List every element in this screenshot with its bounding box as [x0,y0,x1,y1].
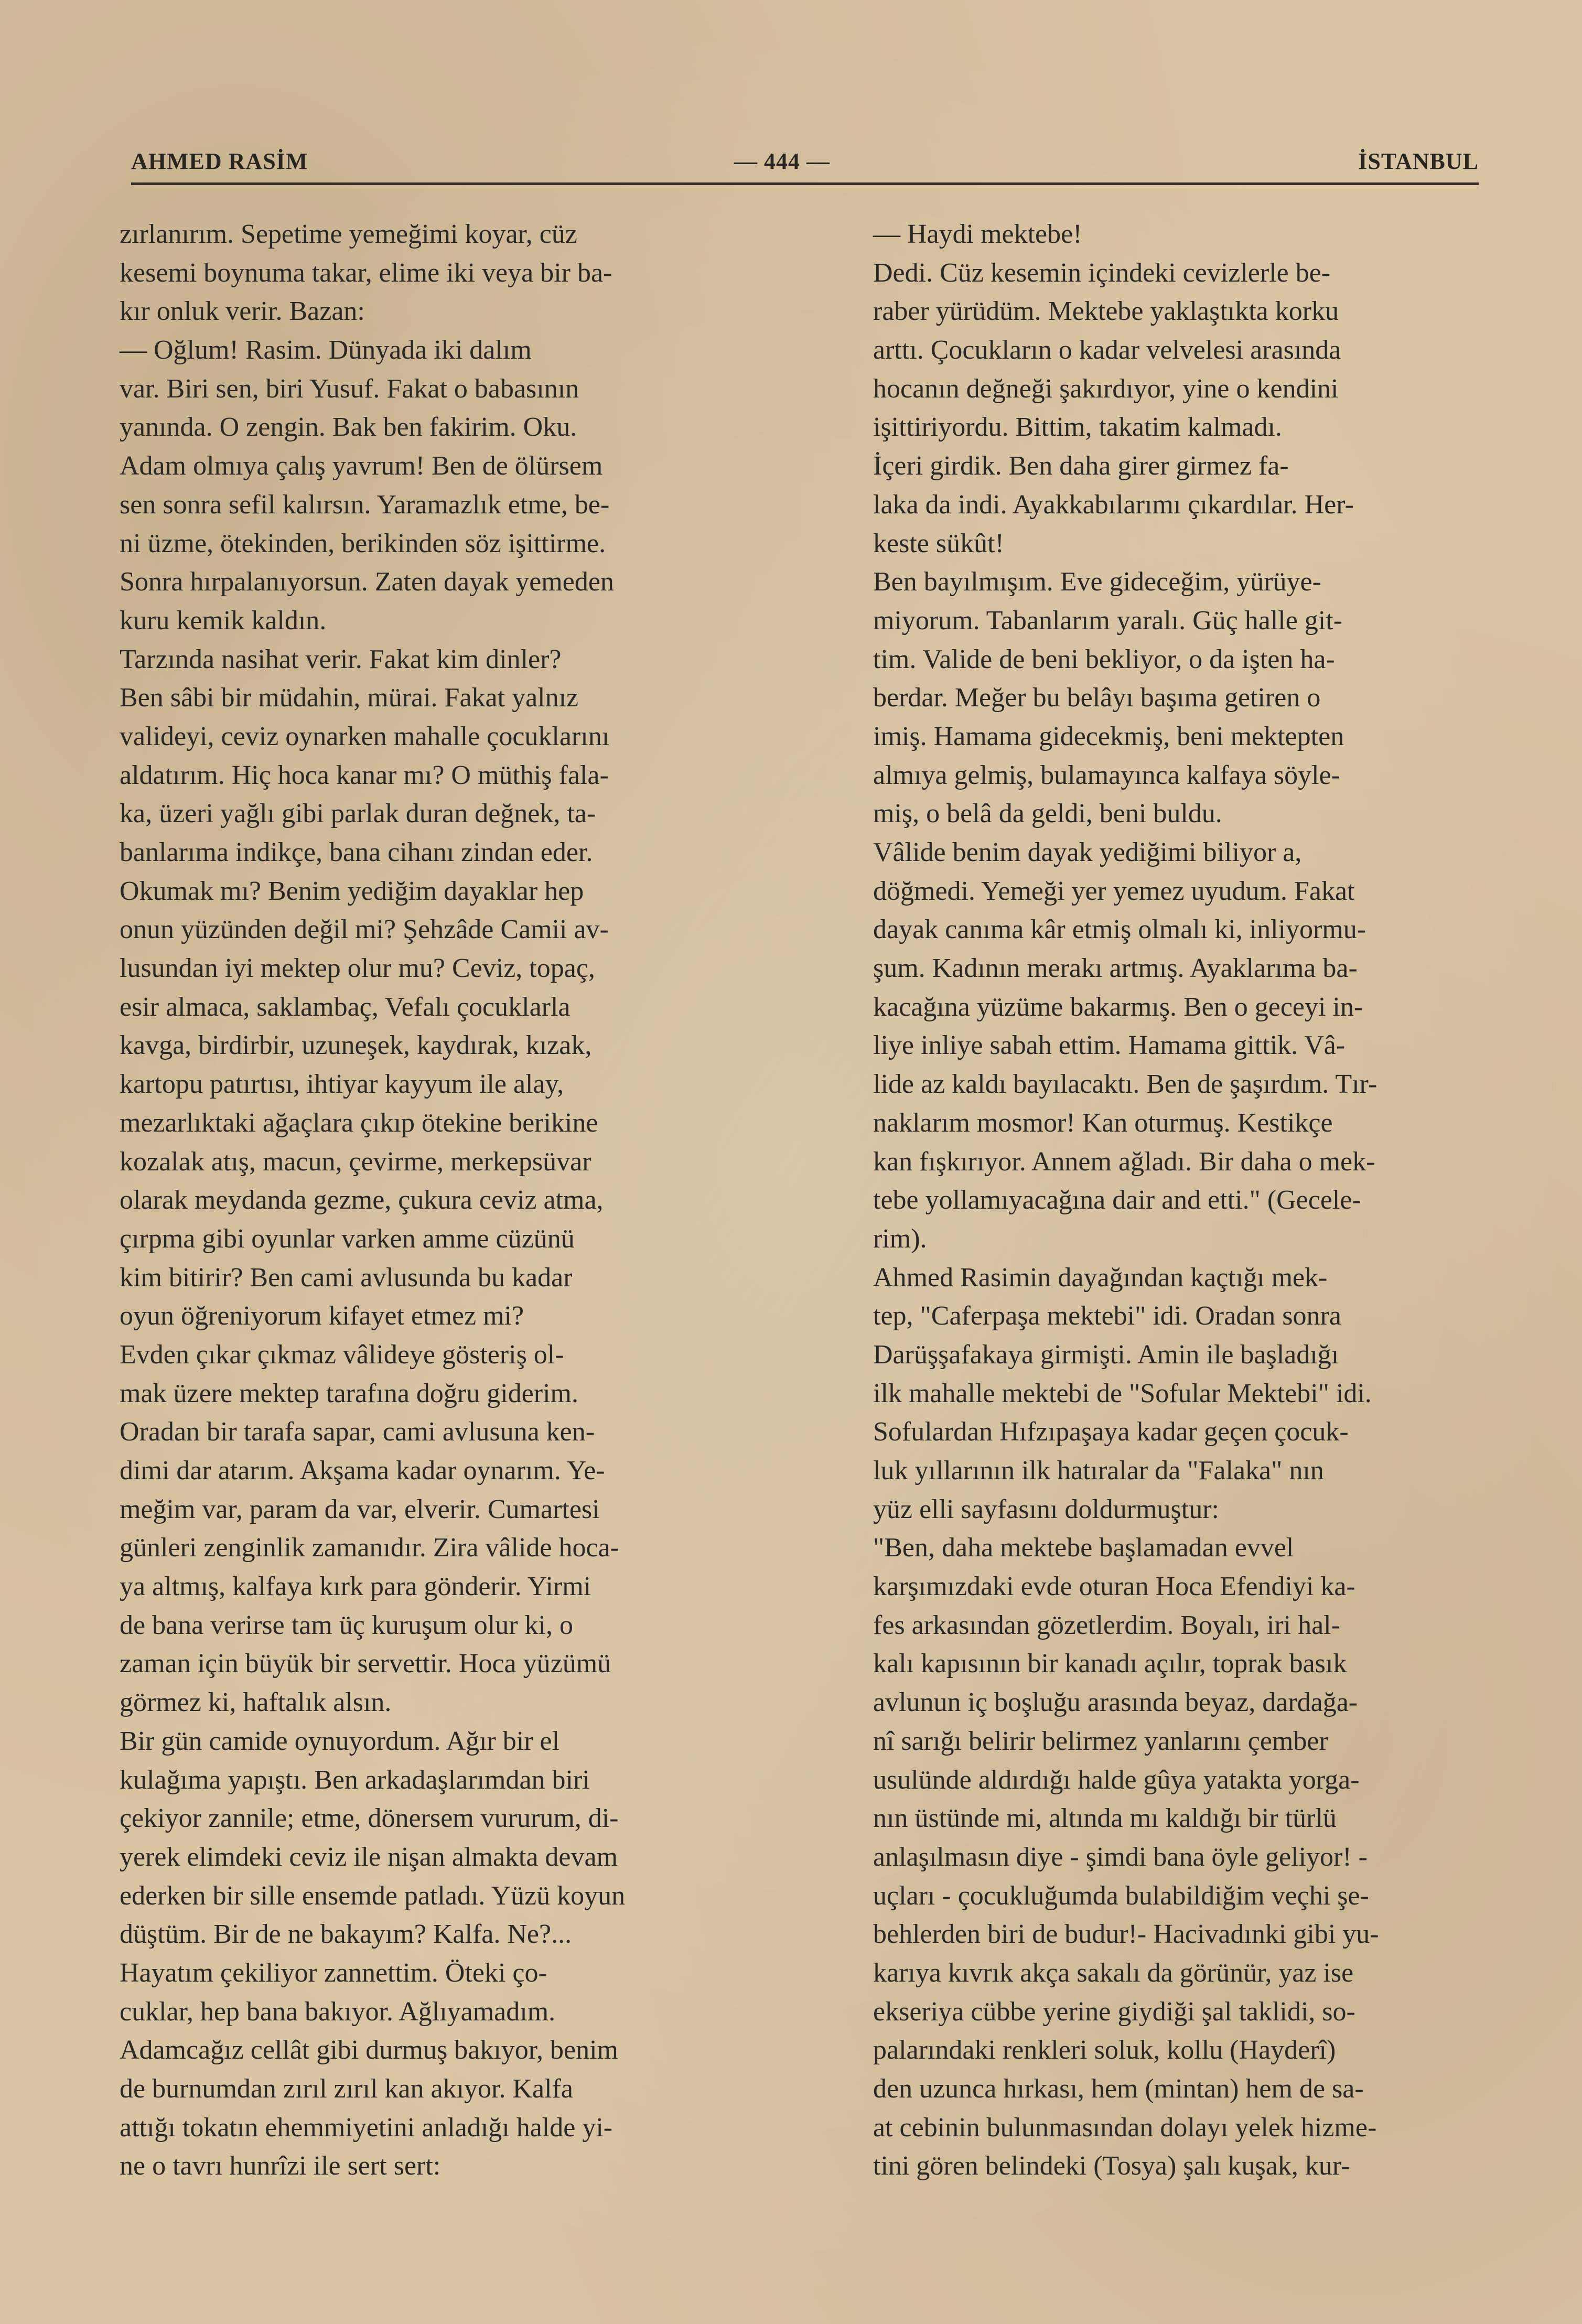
left-column-line: ya altmış, kalfaya kırk para gönderir. Yirmi [120,1572,591,1602]
left-column-line: Ben sâbi bir müdahin, mürai. Fakat yalnız [120,683,579,713]
right-column-line: kan fışkırıyor. Annem ağladı. Bir daha o mek- [873,1146,1375,1177]
left-column-line: dimi dar atarım. Akşama kadar oynarım. Ye- [120,1456,605,1486]
left-column-line: Bir gün camide oynuyordum. Ağır bir el [120,1726,560,1756]
right-column-line: dayak canıma kâr etmiş olmalı ki, inliyormu- [873,914,1366,945]
left-column-line: zırlanırım. Sepetime yemeğimi koyar, cüz [120,219,577,249]
left-column-line: ne o tavrı hunrîzi ile sert sert: [120,2151,441,2181]
left-column-line: cuklar, hep bana bakıyor. Ağlıyamadım. [120,1996,556,2027]
left-column-line: lusundan iyi mektep olur mu? Ceviz, topaç, [120,953,595,984]
left-column-line: Hayatım çekiliyor zannettim. Öteki ço- [120,1957,547,1988]
right-column-line: berdar. Meğer bu belâyı başıma getiren o [873,683,1321,713]
right-column-line: tim. Valide de beni bekliyor, o da işten ha- [873,644,1335,674]
left-column-line: — Oğlum! Rasim. Dünyada iki dalım [120,335,532,365]
right-column-line: miyorum. Tabanlarım yaralı. Güç halle git- [873,605,1343,636]
right-column-line: uçları - çocukluğumda bulabildiğim veçhi şe- [873,1880,1369,1911]
left-column-line: aldatırım. Hiç hoca kanar mı? O müthiş fala- [120,760,609,790]
right-column-line: Ben bayılmışım. Eve gideceğim, yürüye- [873,567,1321,597]
left-column-line: ka, üzeri yağlı gibi parlak duran değnek, ta- [120,799,596,829]
left-column-line: zaman için büyük bir servettir. Hoca yüzümü [120,1649,611,1679]
left-column-line: esir almaca, saklambaç, Vefalı çocuklarla [120,992,571,1022]
right-column-line: liye inliye sabah ettim. Hamama gittik. Vâ- [873,1030,1346,1061]
left-column-line: yerek elimdeki ceviz ile nişan almakta devam [120,1842,618,1872]
left-column-line: çırpma gibi oyunlar varken amme cüzünü [120,1223,575,1254]
left-column-line: günleri zenginlik zamanıdır. Zira vâlide hoca- [120,1533,619,1563]
right-column-line: den uzunca hırkası, hem (mintan) hem de sa- [873,2074,1364,2104]
running-header [131,143,1479,179]
right-column-line: raber yürüdüm. Mektebe yaklaştıkta korku [873,296,1339,327]
left-column-line: kartopu patırtısı, ihtiyar kayyum ile alay, [120,1069,564,1100]
right-column-line: arttı. Çocukların o kadar velvelesi arasında [873,335,1341,365]
left-column-line: Evden çıkar çıkmaz vâlideye gösteriş ol- [120,1339,564,1370]
left-column-line: ni üzme, ötekinden, berikinden söz işittirme. [120,528,606,558]
left-column-line: kulağıma yapıştı. Ben arkadaşlarımdan biri [120,1764,590,1795]
right-column-line: kacağına yüzüme bakarmış. Ben o geceyi in- [873,992,1363,1022]
right-column-line: laka da indi. Ayakkabılarımı çıkardılar. Her- [873,489,1354,520]
left-column-line: meğim var, param da var, elverir. Cumartesi [120,1494,600,1524]
right-column-line: rim). [873,1223,927,1254]
right-column [873,215,1476,2186]
left-column-line: olarak meydanda gezme, çukura ceviz atma, [120,1185,604,1215]
left-column [120,215,770,2186]
left-column-line: kozalak atış, macun, çevirme, merkepsüvar [120,1146,591,1177]
page-number: — 444 — [734,148,830,174]
left-column-line: Adamcağız cellât gibi durmuş bakıyor, benim [120,2035,618,2065]
right-column-line: miş, o belâ da geldi, beni buldu. [873,799,1222,829]
right-column-line: karşımızdaki evde oturan Hoca Efendiyi ka- [873,1572,1355,1602]
left-column-line: kesemi boynuma takar, elime iki veya bir ba- [120,257,612,288]
left-column-line: de burnumdan zırıl zırıl kan akıyor. Kalfa [120,2074,573,2104]
right-column-line: lide az kaldı bayılacaktı. Ben de şaşırdım. Tır- [873,1069,1377,1100]
left-column-line: kim bitirir? Ben cami avlusunda bu kadar [120,1262,573,1293]
right-column-line: Sofulardan Hıfzıpaşaya kadar geçen çocuk- [873,1417,1349,1447]
right-column-line: at cebinin bulunmasından dolayı yelek hizme- [873,2112,1377,2143]
right-column-line: fes arkasından gözetlerdim. Boyalı, iri hal- [873,1610,1340,1640]
right-column-line: — Haydi mektebe! [873,219,1082,249]
right-column-line: tep, "Caferpaşa mektebi" idi. Oradan sonra [873,1301,1341,1331]
right-column-line: naklarım mosmor! Kan oturmuş. Kestikçe [873,1107,1333,1138]
right-column-line: Vâlide benim dayak yediğimi biliyor a, [873,837,1302,867]
right-column-line: işittiriyordu. Bittim, takatim kalmadı. [873,412,1282,443]
header-author: AHMED RASİM [131,148,308,174]
left-column-line: çekiyor zannile; etme, dönersem vururum, di- [120,1803,619,1834]
right-column-line: Darüşşafakaya girmişti. Amin ile başladığı [873,1339,1339,1370]
left-column-line: Okumak mı? Benim yediğim dayaklar hep [120,876,584,906]
right-column-line: karıya kıvrık akça sakalı da görünür, yaz ise [873,1957,1354,1988]
right-column-line: "Ben, daha mektebe başlamadan evvel [873,1533,1294,1563]
left-column-line: ederken bir sille ensemde patladı. Yüzü koyun [120,1880,626,1911]
left-column-line: oyun öğreniyorum kifayet etmez mi? [120,1301,524,1331]
left-column-line: mezarlıktaki ağaçlara çıkıp ötekine berikine [120,1107,598,1138]
right-column-line: kalı kapısının bir kanadı açılır, toprak basık [873,1649,1347,1679]
right-column-line: tini gören belindeki (Tosya) şalı kuşak, kur- [873,2151,1350,2181]
left-column-line: de bana verirse tam üç kuruşum olur ki, o [120,1610,573,1640]
right-column-line: palarındaki renkleri soluk, kollu (Hayderî) [873,2035,1336,2065]
right-column-line: usulünde aldırdığı halde gûya yatakta yorga- [873,1764,1360,1795]
left-column-line: görmez ki, haftalık alsın. [120,1687,392,1718]
left-column-line: Adam olmıya çalış yavrum! Ben de ölürsem [120,451,603,481]
left-column-line: sen sonra sefil kalırsın. Yaramazlık etme, be- [120,489,610,520]
header-rule [131,182,1479,185]
right-column-line: Ahmed Rasimin dayağından kaçtığı mek- [873,1262,1328,1293]
right-column-line: nın üstünde mi, altında mı kaldığı bir türlü [873,1803,1337,1834]
left-column-line: Sonra hırpalanıyorsun. Zaten dayak yemeden [120,567,614,597]
left-column-line: valideyi, ceviz oynarken mahalle çocuklarını [120,721,610,751]
right-column-line: nî sarığı belirir belirmez yanlarını çember [873,1726,1328,1756]
left-column-line: Tarzında nasihat verir. Fakat kim dinler? [120,644,562,674]
right-column-line: ilk mahalle mektebi de "Sofular Mektebi" idi. [873,1378,1372,1408]
left-column-line: yanında. O zengin. Bak ben fakirim. Oku. [120,412,577,443]
right-column-line: hocanın değneği şakırdıyor, yine o kendini [873,373,1339,404]
left-column-line: onun yüzünden değil mi? Şehzâde Camii av- [120,914,609,945]
left-column-line: kavga, birdirbir, uzuneşek, kaydırak, kızak, [120,1030,592,1061]
right-column-line: anlaşılmasın diye - şimdi bana öyle geliyor! - [873,1842,1368,1872]
left-column-line: banlarıma indikçe, bana cihanı zindan eder. [120,837,593,867]
left-column-line: mak üzere mektep tarafına doğru giderim. [120,1378,578,1408]
right-column-line: keste sükût! [873,528,1004,558]
right-column-line: şum. Kadının merakı artmış. Ayaklarıma ba- [873,953,1358,984]
left-column-line: kır onluk verir. Bazan: [120,296,365,327]
right-column-line: avlunun iç boşluğu arasında beyaz, dardağa- [873,1687,1358,1718]
right-column-line: imiş. Hamama gidecekmiş, beni mektepten [873,721,1344,751]
right-column-line: luk yıllarının ilk hatıralar da "Falaka" nın [873,1456,1324,1486]
right-column-line: Dedi. Cüz kesemin içindeki cevizlerle be- [873,257,1331,288]
left-column-line: kuru kemik kaldın. [120,605,327,636]
left-column-line: attığı tokatın ehemmiyetini anladığı halde yi- [120,2112,613,2143]
right-column-line: tebe yollamıyacağına dair and etti." (Gecele- [873,1185,1361,1215]
header-section: İSTANBUL [1358,148,1479,174]
left-column-line: var. Biri sen, biri Yusuf. Fakat o babasının [120,373,579,404]
right-column-line: döğmedi. Yemeği yer yemez uyudum. Fakat [873,876,1355,906]
right-column-line: behlerden biri de budur!- Hacivadınki gibi yu- [873,1919,1379,1950]
right-column-line: almıya gelmiş, bulamayınca kalfaya söyle- [873,760,1340,790]
left-column-line: Oradan bir tarafa sapar, cami avlusuna ken- [120,1417,595,1447]
left-column-line: düştüm. Bir de ne bakayım? Kalfa. Ne?... [120,1919,572,1950]
right-column-line: yüz elli sayfasını doldurmuştur: [873,1494,1220,1524]
right-column-line: ekseriya cübbe yerine giydiği şal taklidi, so- [873,1996,1355,2027]
right-column-line: İçeri girdik. Ben daha girer girmez fa- [873,451,1289,481]
